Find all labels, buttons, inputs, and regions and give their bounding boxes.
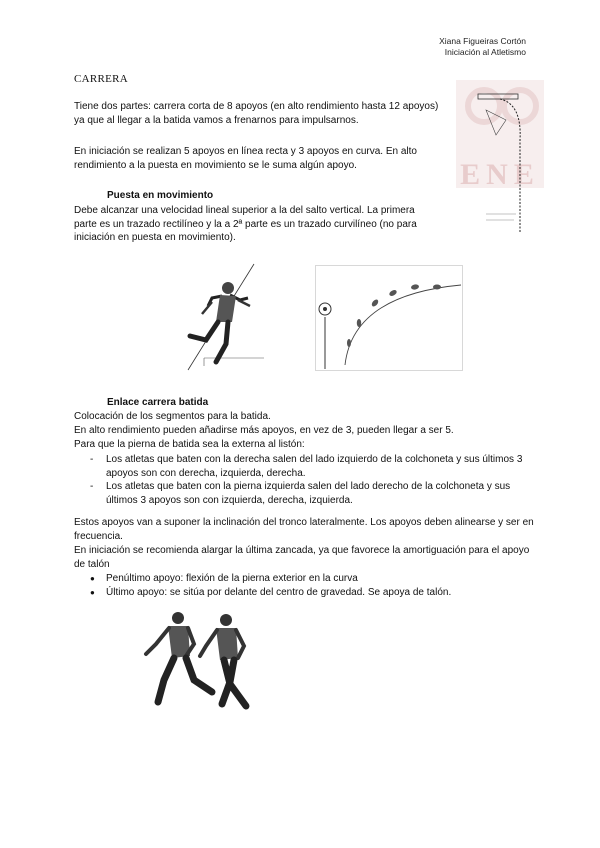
runup-line-continued <box>476 188 546 232</box>
bullet-list-item <box>74 586 534 600</box>
section-title: CARRERA <box>74 73 129 85</box>
bullet-list-text: Último apoyo: se sitúa por delante del centro de gravedad. Se apoya de talón. <box>106 586 452 598</box>
header-author: Xiana Figueiras Cortón <box>439 36 526 46</box>
runners-figure <box>138 606 270 714</box>
dash-list-item <box>74 453 534 480</box>
logo-letters: ENE <box>460 158 540 188</box>
bullet-marker: ● <box>90 587 95 597</box>
dash-marker: - <box>90 454 94 465</box>
enlace-line-5: En iniciación se recomienda alargar la última zancada, ya que favorece la amortiguación para el apoyo de talón <box>74 545 530 570</box>
dash-marker: - <box>90 481 94 492</box>
dash-list-text: Los atletas que baten con la pierna izquierda salen del lado derecho de la colchoneta y sus últimos 3 apoyos son con izquierda, derecha, izquierda. <box>106 481 511 506</box>
intro-paragraph-1: Tiene dos partes: carrera corta de 8 apoyos (en alto rendimiento hasta 12 apoyos) ya que al llegar a la batida vamos a frenarnos para impulsarnos. <box>74 101 439 126</box>
enlace-line-1: Colocación de los segmentos para la batida. <box>74 411 271 422</box>
intro-paragraph-2: En iniciación se realizan 5 apoyos en línea recta y 3 apoyos en curva. En alto rendimiento a la puesta en movimiento se le suma algún apoyo. <box>74 146 417 171</box>
bullet-list-text: Penúltimo apoyo: flexión de la pierna exterior en la curva <box>106 573 358 584</box>
athlete-lean-figure <box>168 262 268 374</box>
enlace-line-2: En alto rendimiento pueden añadirse más apoyos, en vez de 3, pueden llegar a ser 5. <box>74 425 454 436</box>
curve-footprints-figure <box>315 265 463 371</box>
dash-list <box>74 453 534 507</box>
bullet-marker: ● <box>90 574 95 583</box>
bullet-list <box>74 572 534 599</box>
dash-list-text: Los atletas que baten con la derecha salen del lado izquierdo de la colchoneta y sus últimos 3 apoyos son con derecha, izquierda, derecha. <box>106 454 523 479</box>
enlace-line-4: Estos apoyos van a suponer la inclinación del tronco lateralmente. Los apoyos deben alinearse y ser en frecuencia. <box>74 517 534 542</box>
runner-left <box>146 612 212 702</box>
enlace-line-3: Para que la pierna de batida sea la externa al listón: <box>74 439 305 450</box>
puesta-paragraph: Debe alcanzar una velocidad lineal superior a la del salto vertical. La primera parte es un trazado rectilíneo y la a 2ª parte es un trazado curvilíneo (no para iniciación en puesta en movimiento). <box>74 205 417 243</box>
dash-list-item <box>74 480 534 507</box>
bullet-list-item <box>74 572 534 586</box>
enlace-title: Enlace carrera batida <box>107 397 209 408</box>
puesta-title: Puesta en movimiento <box>107 190 214 201</box>
watermark-logo <box>456 80 544 188</box>
header-subject: Iniciación al Atletismo <box>444 47 526 57</box>
